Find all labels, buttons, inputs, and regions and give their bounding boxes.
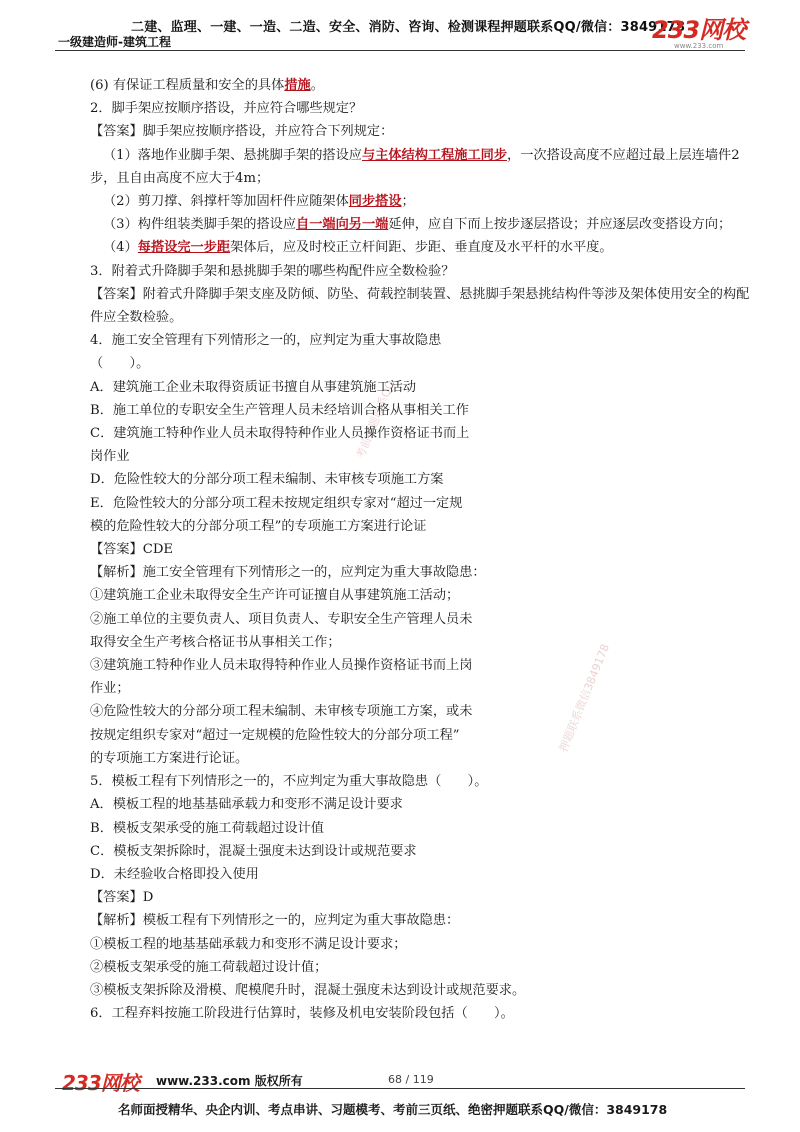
header-contact-line: 二建、监理、一建、一造、二造、安全、消防、咨询、检测课程押题联系QQ/微信：3849178: [131, 20, 686, 35]
watermark: 押题联系微信3849178: [556, 642, 612, 754]
option-b: B．模板支架承受的施工荷载超过设计值: [90, 820, 324, 836]
question-line: 3．附着式升降脚手架和悬挑脚手架的哪些构配件应全数检验？: [90, 263, 455, 279]
footer-divider: [55, 1088, 745, 1089]
question-line: 6．工程弃料按施工阶段进行估算时，装修及机电安装阶段包括（ ）。: [90, 1006, 514, 1022]
highlighted-term: 每搭设完一步距: [137, 240, 231, 256]
analysis-line: ①建筑施工企业未取得安全生产许可证擅自从事建筑施工活动；: [90, 588, 460, 604]
option-e-cont: 模的危险性较大的分部分项工程”的专项施工方案进行论证: [90, 518, 427, 534]
highlighted-term: 与主体结构工程施工同步: [361, 147, 508, 163]
analysis-line: 按规定组织专家对“超过一定规模的危险性较大的分部分项工程”: [90, 727, 460, 743]
analysis-line: ③模板支架拆除及滑模、爬模爬升时，混凝土强度未达到设计或规范要求。: [90, 982, 526, 998]
header-divider: [55, 50, 745, 51]
option-a: A．建筑施工企业未取得资质证书擅自从事建筑施工活动: [90, 379, 417, 395]
text-line: （3）构件组装类脚手架的搭设应自一端向另一端延伸，应自下而上按步逐层搭设；并应逐层改变搭设方向；: [103, 217, 732, 233]
option-d: D．未经验收合格即投入使用: [90, 866, 259, 882]
analysis-line: ②模板支架承受的施工荷载超过设计值；: [90, 959, 328, 975]
answer-blank: （ ）。: [90, 356, 150, 372]
option-c-cont: 岗作业: [90, 449, 130, 465]
answer-line: 【答案】CDE: [90, 542, 174, 558]
footer-copyright: www.233.com 版权所有: [156, 1074, 303, 1088]
option-a: A．模板工程的地基基础承载力和变形不满足设计要求: [90, 797, 403, 813]
analysis-line: 的专项施工方案进行论证。: [90, 750, 249, 766]
logo-text: 233网校: [652, 16, 746, 44]
option-e: E．危险性较大的分部分项工程未按规定组织专家对“超过一定规: [90, 495, 463, 511]
document-body: [90, 74, 750, 1025]
text-line: （1）落地作业脚手架、悬挑脚手架的搭设应与主体结构工程施工同步，一次搭设高度不应超过最上层连墙件2步，且自由高度不应大于4m；: [90, 147, 740, 186]
header-subject-title: 一级建造师-建筑工程: [58, 35, 171, 49]
text-line: （2）剪刀撑、斜撑杆等加固杆件应随架体同步搭设；: [103, 194, 415, 210]
answer-line: 【答案】D: [90, 890, 154, 906]
analysis-line: 【解析】模板工程有下列情形之一的，应判定为重大事故隐患：: [90, 913, 460, 929]
analysis-line: ①模板工程的地基基础承载力和变形不满足设计要求；: [90, 936, 407, 952]
highlighted-term: 自一端向另一端: [296, 217, 389, 233]
text-line: （4）每搭设完一步距架体后，应及时校正立杆间距、步距、垂直度及水平杆的水平度。: [103, 240, 613, 256]
footer-logo: 233网校: [62, 1071, 139, 1095]
watermark: 考前押题联系QQ: [353, 378, 398, 461]
answer-line: 【答案】脚手架应按顺序搭设，并应符合下列规定：: [90, 124, 394, 140]
analysis-line: 取得安全生产考核合格证书从事相关工作；: [90, 634, 341, 650]
question-line: 4．施工安全管理有下列情形之一的，应判定为重大事故隐患: [90, 333, 442, 349]
analysis-line: ③建筑施工特种作业人员未取得特种作业人员操作资格证书而上岗: [90, 658, 473, 674]
site-logo: [652, 18, 752, 52]
option-b: B．施工单位的专职安全生产管理人员未经培训合格从事相关工作: [90, 402, 469, 418]
option-c: C．建筑施工特种作业人员未取得特种作业人员操作资格证书而上: [90, 426, 470, 442]
question-line: 5．模板工程有下列情形之一的，不应判定为重大事故隐患（ ）。: [90, 774, 488, 790]
highlighted-term: 同步搭设: [348, 194, 402, 210]
footer-contact-line: 名师面授精华、央企内训、考点串讲、习题模考、考前三页纸、绝密押题联系QQ/微信：3849178: [118, 1102, 668, 1117]
analysis-line: 作业；: [90, 681, 130, 697]
question-line: 2．脚手架应按顺序搭设，并应符合哪些规定？: [90, 101, 363, 117]
option-d: D．危险性较大的分部分项工程未编制、未审核专项施工方案: [90, 472, 444, 488]
analysis-line: 【解析】施工安全管理有下列情形之一的，应判定为重大事故隐患：: [90, 565, 486, 581]
text-line: (6) 有保证工程质量和安全的具体措施。: [90, 78, 324, 93]
page-number: 68 / 119: [388, 1073, 434, 1086]
logo-subtext: www.233.com: [674, 42, 724, 50]
answer-line: 【答案】附着式升降脚手架支座及防倾、防坠、荷载控制装置、悬挑脚手架悬挑结构件等涉及架体使用安全的构配件应全数检验。: [90, 286, 750, 326]
highlighted-term: 措施: [284, 78, 311, 93]
analysis-line: ②施工单位的主要负责人、项目负责人、专职安全生产管理人员未: [90, 611, 473, 627]
analysis-line: ④危险性较大的分部分项工程未编制、未审核专项施工方案，或未: [90, 704, 473, 720]
option-c: C．模板支架拆除时，混凝土强度未达到设计或规范要求: [90, 843, 417, 859]
